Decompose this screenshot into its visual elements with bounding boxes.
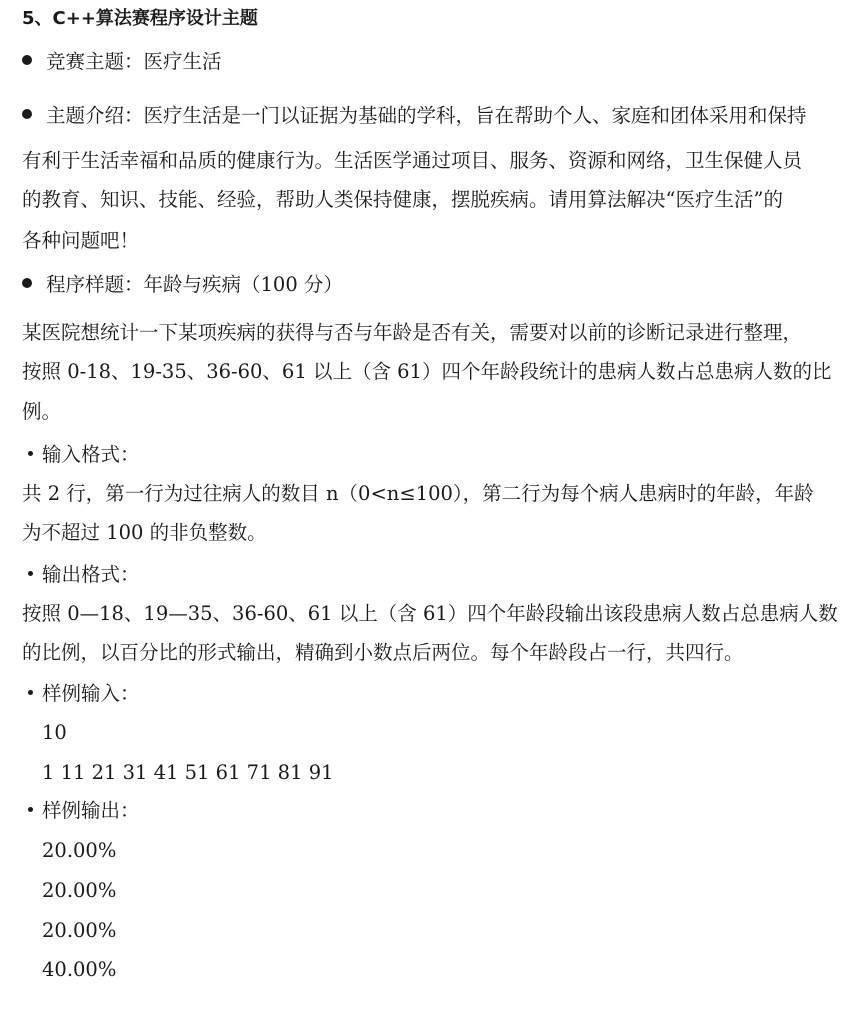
bullet-icon [28, 571, 33, 576]
intro-line-4: 各种问题吧！ [22, 229, 140, 252]
input-format-line-1: 共 2 行，第一行为过往病人的数目 n（0<n≤100），第二行为每个病人患病时的年龄，年龄 [22, 482, 814, 505]
problem-desc-line-2: 按照 0-18、19-35、36-60、61 以上（含 61）四个年龄段统计的患病人数占总患病人数的比 [22, 360, 832, 383]
input-format-line-2: 为不超过 100 的非负整数。 [22, 521, 267, 544]
bullet-icon [28, 690, 33, 695]
topic-text: 竞赛主题：医疗生活 [46, 50, 222, 73]
intro-line-2: 有利于生活幸福和品质的健康行为。生活医学通过项目、服务、资源和网络，卫生保健人员 [22, 149, 803, 172]
bullet-icon [28, 451, 33, 456]
sample-input-line-2: 1 11 21 31 41 51 61 71 81 91 [42, 761, 334, 784]
problem-desc-line-1: 某医院想统计一下某项疾病的获得与否与年龄是否有关，需要对以前的诊断记录进行整理， [22, 321, 803, 344]
intro-line-1 [22, 103, 850, 129]
intro-text: 主题介绍：医疗生活是一门以证据为基础的学科，旨在帮助个人、家庭和团体采用和保持 [46, 104, 807, 127]
topic-line [22, 49, 850, 75]
input-format-label: 输入格式： [42, 443, 140, 466]
sample-output-line-1: 20.00% [42, 839, 117, 862]
section-title: 5、C++算法赛程序设计主题 [22, 8, 258, 29]
output-format-label: 输出格式： [42, 563, 140, 586]
bullet-icon [22, 278, 32, 288]
sample-input-label: 样例输入： [42, 682, 140, 705]
output-format-heading [22, 562, 850, 588]
sample-output-heading [22, 798, 850, 824]
sample-output-line-4: 40.00% [42, 958, 117, 981]
sample-output-line-3: 20.00% [42, 919, 117, 942]
sample-problem-line [22, 272, 850, 298]
output-format-line-2: 的比例，以百分比的形式输出，精确到小数点后两位。每个年龄段占一行，共四行。 [22, 641, 744, 664]
sample-problem-text: 程序样题：年龄与疾病（100 分） [46, 273, 343, 296]
bullet-icon [22, 109, 32, 119]
sample-output-line-2: 20.00% [42, 879, 117, 902]
bullet-icon [28, 807, 33, 812]
input-format-heading [22, 442, 850, 468]
sample-input-line-1: 10 [42, 721, 67, 744]
sample-output-label: 样例输出： [42, 799, 140, 822]
intro-line-3: 的教育、知识、技能、经验，帮助人类保持健康，摆脱疾病。请用算法解决“医疗生活”的 [22, 188, 783, 211]
bullet-icon [22, 55, 32, 65]
sample-input-heading [22, 681, 850, 707]
problem-desc-line-3: 例。 [22, 400, 62, 423]
output-format-line-1: 按照 0—18、19—35、36-60、61 以上（含 61）四个年龄段输出该段患病人数占总患病人数 [22, 602, 838, 625]
